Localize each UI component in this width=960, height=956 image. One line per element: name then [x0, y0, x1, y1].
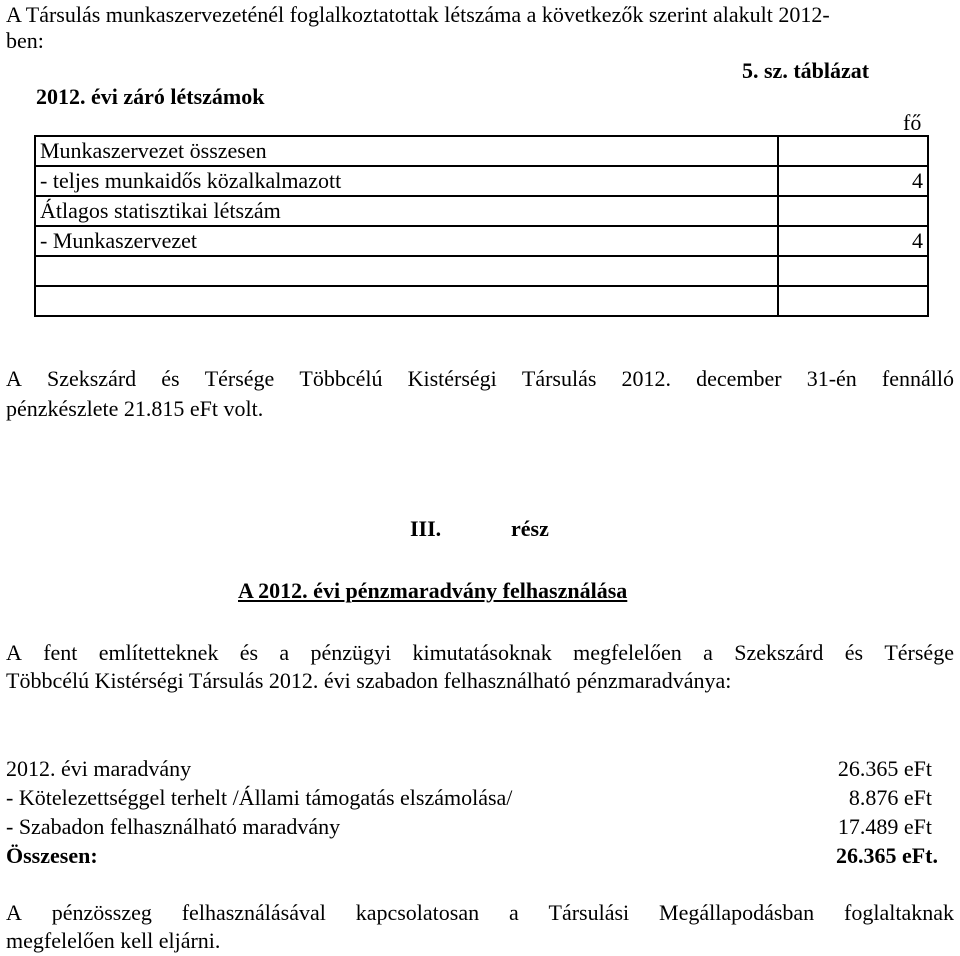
section-word: rész — [511, 516, 549, 541]
staff-value-cell — [778, 256, 928, 286]
section-number: III. — [410, 516, 442, 541]
cash-word: fennálló — [881, 366, 954, 391]
table-row — [35, 226, 928, 256]
table-caption: 5. sz. táblázat — [742, 58, 870, 83]
summary-value: 26.365 eFt. — [835, 843, 938, 868]
staff-value-cell: 4 — [778, 166, 928, 196]
staff-table — [34, 135, 929, 317]
para-word: A — [6, 640, 22, 665]
cash-word: december — [696, 366, 782, 391]
summary-label: 2012. évi maradvány — [6, 756, 192, 781]
cash-line-2: pénzkészlete 21.815 eFt volt. — [6, 396, 264, 421]
para-word: fent — [43, 640, 78, 665]
unit-label: fő — [903, 110, 922, 135]
para-word: Szekszárd — [734, 640, 824, 665]
section-heading: A 2012. évi pénzmaradvány felhasználása — [238, 578, 628, 603]
intro-line-2: ben: — [6, 28, 44, 53]
table-row — [35, 196, 928, 226]
cash-word: Többcélú — [299, 366, 383, 391]
para-word: a — [279, 640, 290, 665]
cash-word: 2012. — [621, 366, 672, 391]
staff-label-cell — [35, 286, 778, 316]
staff-value-cell — [778, 136, 928, 166]
staff-label-cell: - teljes munkaidős közalkalmazott — [35, 166, 778, 196]
para-word: és — [239, 640, 259, 665]
summary-label: - Kötelezettséggel terhelt /Állami támogatás elszámolása/ — [6, 785, 513, 810]
table-title: 2012. évi záró létszámok — [36, 84, 265, 109]
staff-value-cell: 4 — [778, 226, 928, 256]
para-word: említetteknek — [98, 640, 219, 665]
closing-word: foglaltaknak — [844, 900, 954, 925]
cash-word: Kistérségi — [407, 366, 497, 391]
para-word: a — [703, 640, 713, 665]
table-row — [35, 286, 928, 316]
table-row — [35, 166, 928, 196]
staff-value-cell — [778, 286, 928, 316]
closing-word: felhasználásával — [181, 900, 326, 925]
para-word: Térsége — [884, 640, 954, 665]
closing-word: Társulási — [548, 900, 630, 925]
intro-line-1: A Társulás munkaszervezeténél foglalkoztatottak létszáma a következők szerint alakult 2012- — [6, 2, 830, 27]
para-line-2: Többcélú Kistérségi Társulás 2012. évi szabadon felhasználható pénzmaradványa: — [6, 668, 732, 693]
closing-word: Megállapodásban — [659, 900, 815, 925]
cash-word: 31-én — [806, 366, 857, 391]
staff-label-cell — [35, 256, 778, 286]
staff-label-cell: Átlagos statisztikai létszám — [35, 196, 778, 226]
table-row — [35, 256, 928, 286]
summary-label: - Szabadon felhasználható maradvány — [6, 814, 341, 839]
staff-value-cell — [778, 196, 928, 226]
table-row — [35, 136, 928, 166]
closing-word: kapcsolatosan — [355, 900, 480, 925]
para-word: pénzügyi — [310, 640, 392, 665]
closing-line-2: megfelelően kell eljárni. — [6, 928, 221, 953]
para-word: és — [844, 640, 864, 665]
cash-word: A — [6, 366, 22, 391]
closing-line-1 — [6, 900, 954, 926]
cash-line-1 — [6, 366, 954, 392]
staff-label-cell: - Munkaszervezet — [35, 226, 778, 256]
closing-word: a — [508, 900, 519, 925]
cash-word: Szekszárd — [46, 366, 137, 391]
summary-label: Összesen: — [6, 843, 98, 868]
summary-value: 8.876 eFt — [848, 785, 932, 810]
summary-value: 26.365 eFt — [837, 756, 932, 781]
cash-word: Társulás — [521, 366, 597, 391]
para-word: megfelelően — [573, 640, 682, 665]
para-word: kimutatásoknak — [412, 640, 552, 665]
cash-word: és — [161, 366, 180, 391]
closing-word: A — [6, 900, 22, 925]
cash-word: Térsége — [204, 366, 275, 391]
summary-value: 17.489 eFt — [837, 814, 932, 839]
staff-label-cell: Munkaszervezet összesen — [35, 136, 778, 166]
closing-word: pénzösszeg — [51, 900, 152, 925]
para-line-1 — [6, 640, 954, 666]
